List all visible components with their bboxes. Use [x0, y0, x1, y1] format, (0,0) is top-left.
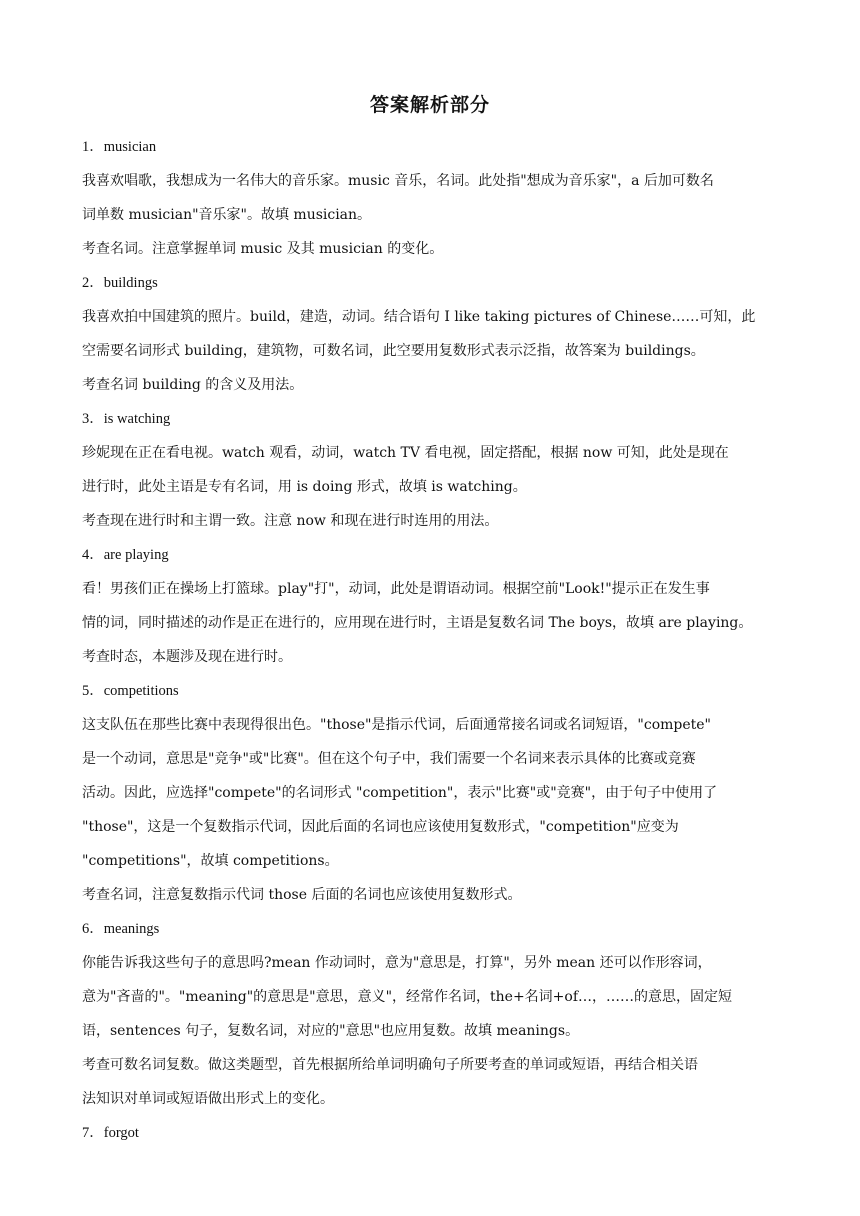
answer-6-note-1: 考查可数名词复数。做这类题型，首先根据所给单词明确句子所要考查的单词或短语，再结合相关语 — [82, 1057, 698, 1073]
answer-5-heading: 5．competitions — [82, 683, 179, 699]
answer-4-heading: 4．are playing — [82, 547, 169, 563]
answer-5-line-1: 这支队伍在那些比赛中表现得很出色。"those"是指示代词，后面通常接名词或名词短语，"compete" — [82, 717, 711, 733]
answer-5-line-2: 是一个动词，意思是"竞争"或"比赛"。但在这个句子中，我们需要一个名词来表示具体的比赛或竞赛 — [82, 751, 696, 767]
answer-5-line-4: "those"，这是一个复数指示代词，因此后面的名词也应该使用复数形式，"competition"应变为 — [82, 819, 679, 835]
answer-1-line-2: 词单数 musician"音乐家"。故填 musician。 — [82, 207, 372, 223]
answer-2-note: 考查名词 building 的含义及用法。 — [82, 377, 304, 393]
answer-2-line-2: 空需要名词形式 building，建筑物，可数名词，此空要用复数形式表示泛指，故答案为 buildings。 — [82, 343, 705, 359]
answer-explanations — [82, 130, 782, 1150]
answer-3-note: 考查现在进行时和主谓一致。注意 now 和现在进行时连用的用法。 — [82, 513, 499, 529]
answer-2-heading: 2．buildings — [82, 275, 158, 291]
answer-5-line-5: "competitions"，故填 competitions。 — [82, 853, 339, 869]
answer-1-line-1: 我喜欢唱歌，我想成为一名伟大的音乐家。music 音乐，名词。此处指"想成为音乐家"，a 后加可数名 — [82, 173, 714, 189]
answer-3-line-2: 进行时，此处主语是专有名词，用 is doing 形式，故填 is watching。 — [82, 479, 527, 495]
answer-6-line-2: 意为"吝啬的"。"meaning"的意思是"意思，意义"，经常作名词，the+名词+of…，……的意思，固定短 — [82, 989, 733, 1005]
answer-6-note-2: 法知识对单词或短语做出形式上的变化。 — [82, 1091, 334, 1107]
answer-5-note: 考查名词，注意复数指示代词 those 后面的名词也应该使用复数形式。 — [82, 887, 522, 903]
answer-3-line-1: 珍妮现在正在看电视。watch 观看，动词，watch TV 看电视，固定搭配，根据 now 可知，此处是现在 — [82, 445, 729, 461]
answer-3-heading: 3．is watching — [82, 411, 171, 427]
answer-1-heading: 1．musician — [82, 139, 157, 155]
answer-4-line-2: 情的词，同时描述的动作是正在进行的，应用现在进行时，主语是复数名词 The boys，故填 are playing。 — [82, 615, 753, 631]
answer-6-line-1: 你能告诉我这些句子的意思吗?mean 作动词时，意为"意思是，打算"，另外 mean 还可以作形容词， — [82, 955, 712, 971]
page-title: 答案解析部分 — [369, 94, 490, 116]
answer-7-heading: 7．forgot — [82, 1125, 139, 1141]
answer-5-line-3: 活动。因此，应选择"compete"的名词形式 "competition"，表示"比赛"或"竞赛"，由于句子中使用了 — [82, 785, 718, 801]
answer-6-heading: 6．meanings — [82, 921, 160, 937]
answer-2-line-1: 我喜欢拍中国建筑的照片。build，建造，动词。结合语句 I like taking pictures of Chinese……可知，此 — [82, 309, 756, 325]
answer-4-line-1: 看！男孩们正在操场上打篮球。play"打"，动词，此处是谓语动词。根据空前"Look!"提示正在发生事 — [82, 581, 710, 597]
answer-1-note: 考查名词。注意掌握单词 music 及其 musician 的变化。 — [82, 241, 444, 257]
answer-4-note: 考查时态，本题涉及现在进行时。 — [82, 649, 292, 665]
answer-6-line-3: 语，sentences 句子，复数名词，对应的"意思"也应用复数。故填 meanings。 — [82, 1023, 580, 1039]
